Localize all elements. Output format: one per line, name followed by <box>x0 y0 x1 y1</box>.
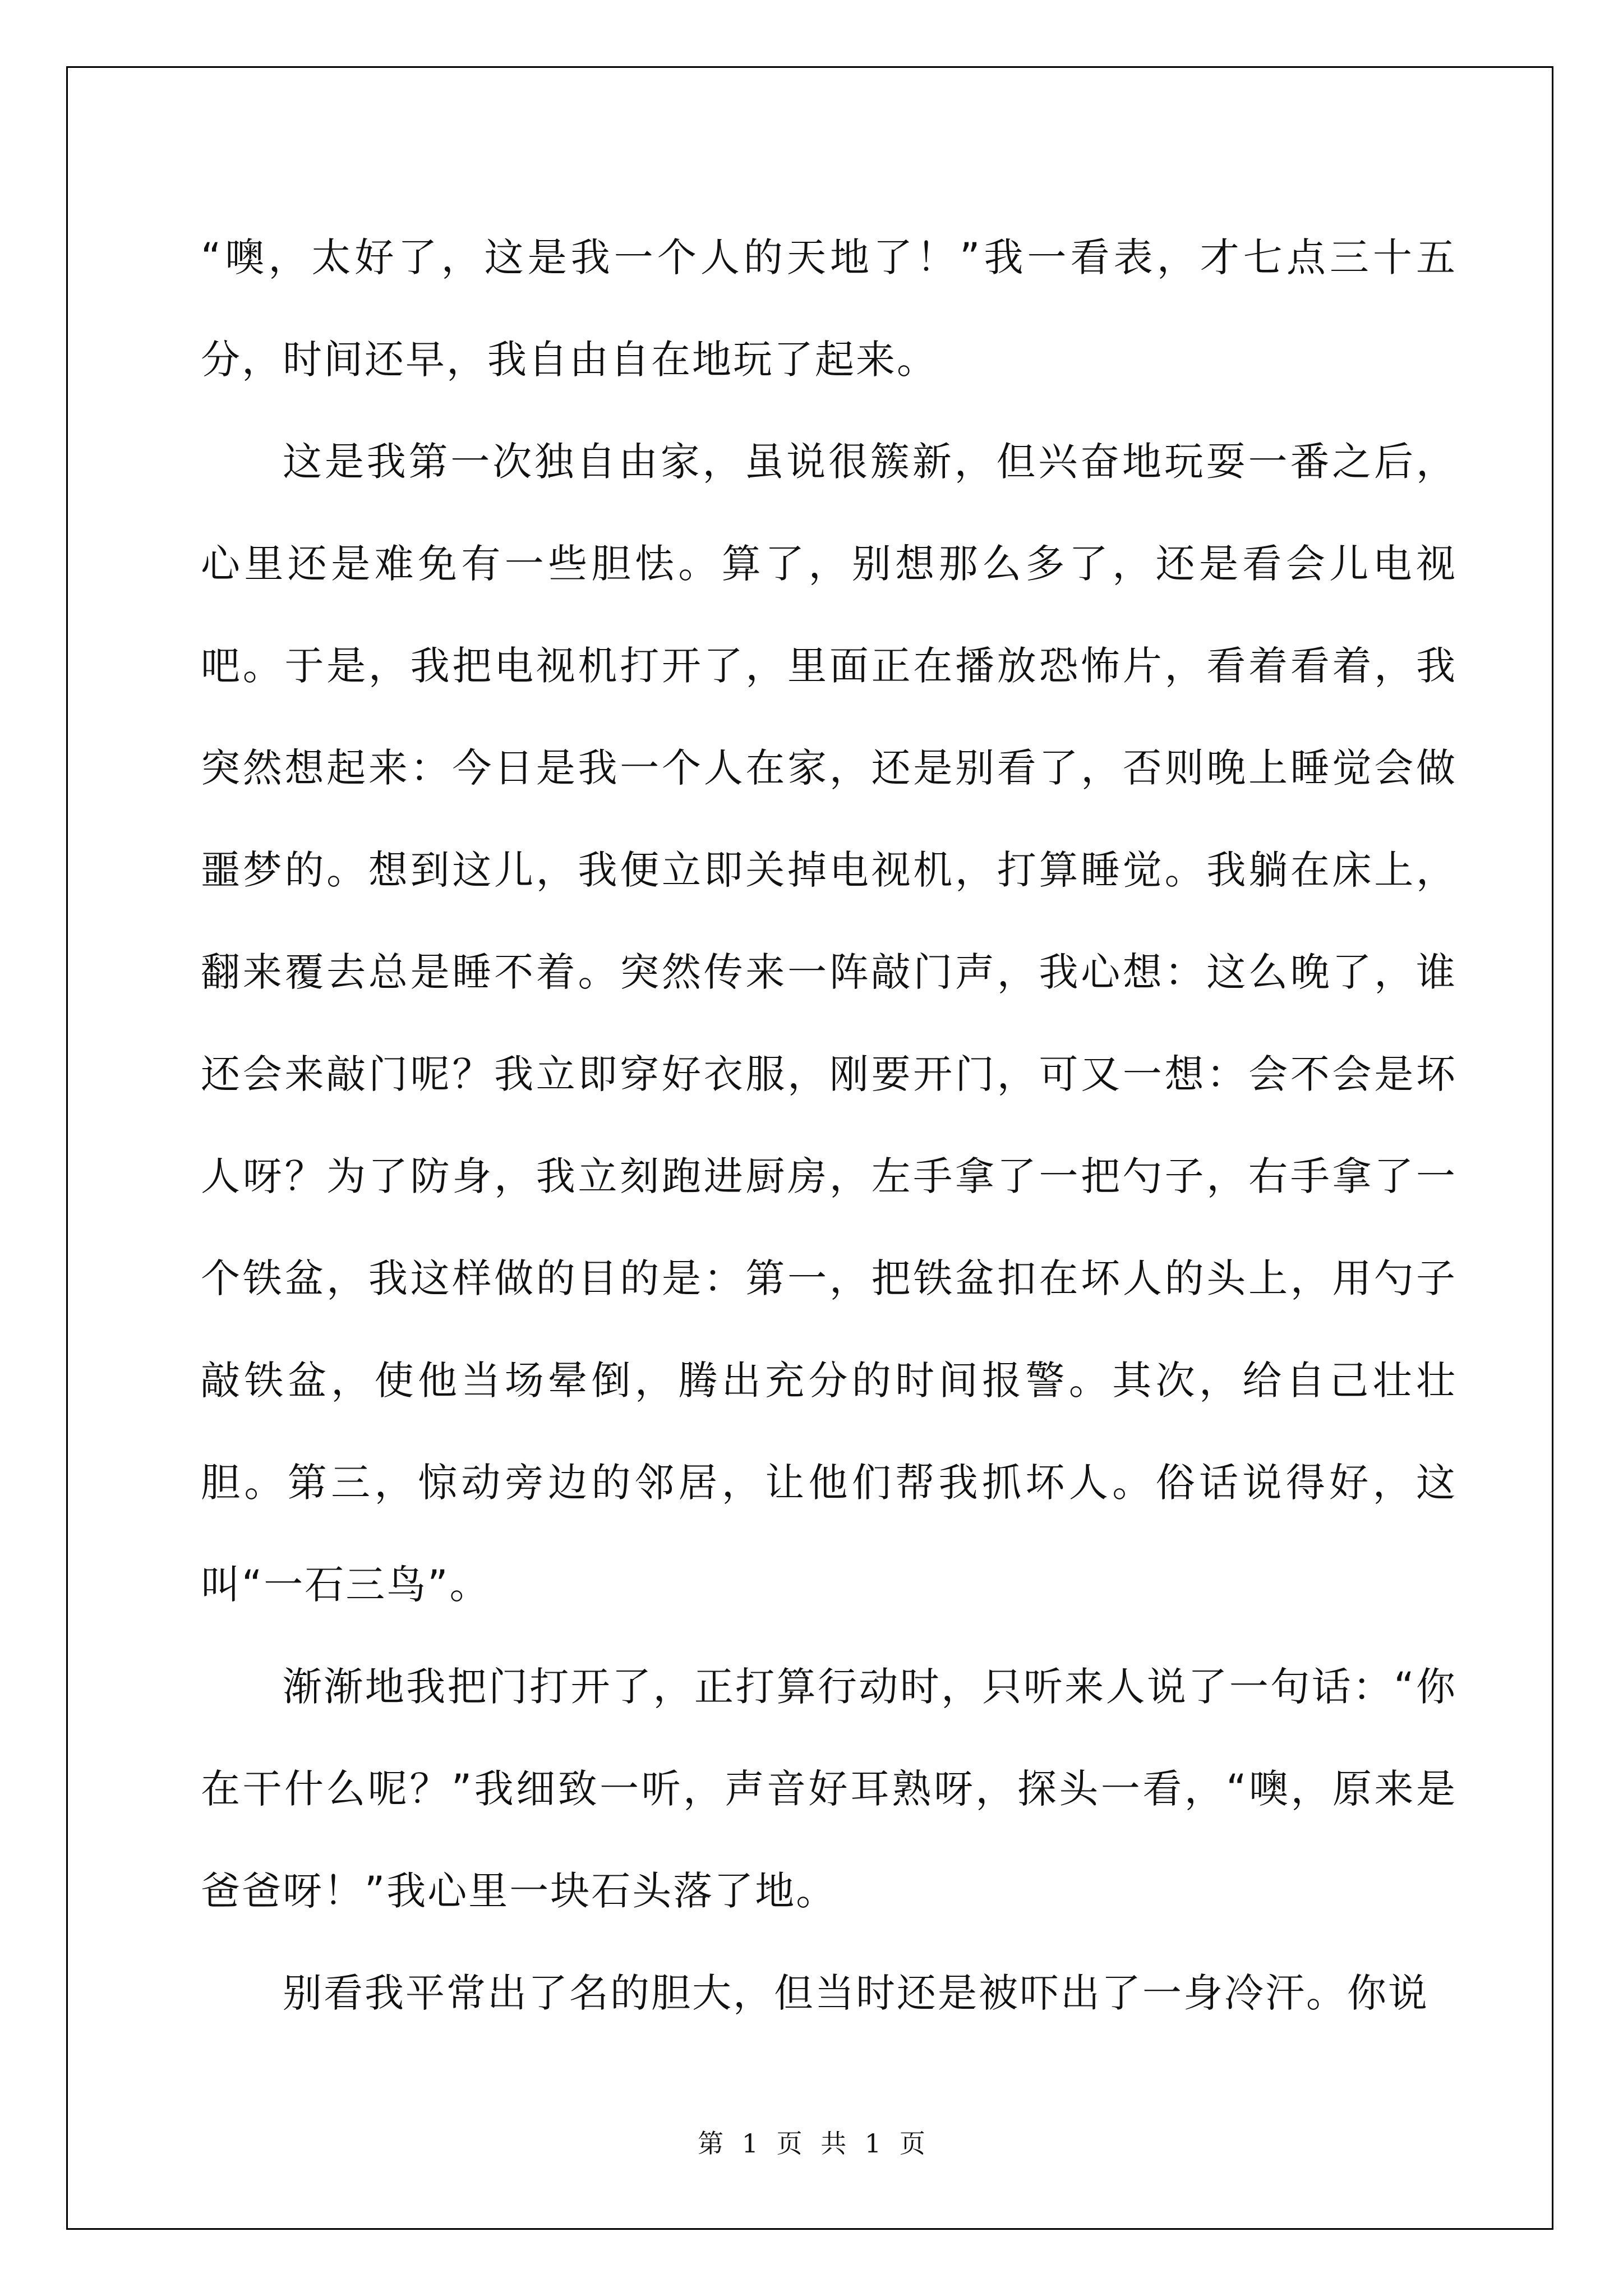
paragraph-2: 这是我第一次独自由家，虽说很簇新，但兴奋地玩耍一番之后，心里还是难免有一些胆怯。算了，别想那么多了，还是看会儿电视吧。于是，我把电视机打开了，里面正在播放恐怖片，看着看着，我突然想起来：今日是我一个人在家，还是别看了，否则晚上睡觉会做噩梦的。想到这儿，我便立即关掉电视机，打算睡觉。我躺在床上，翻来覆去总是睡不着。突然传来一阵敲门声，我心想：这么晚了，谁还会来敲门呢？我立即穿好衣服，刚要开门，可又一想：会不会是坏人呀？为了防身，我立刻跑进厨房，左手拿了一把勺子，右手拿了一个铁盆，我这样做的目的是：第一，把铁盆扣在坏人的头上，用勺子敲铁盆，使他当场晕倒，腾出充分的时间报警。其次，给自己壮壮胆。第三，惊动旁边的邻居，让他们帮我抓坏人。俗话说得好，这叫“一石三鸟”。 <box>201 439 1457 1608</box>
page-number-footer: 第 1 页 共 1 页 <box>698 2128 925 2159</box>
paragraph-3: 渐渐地我把门打开了，正打算行动时，只听来人说了一句话：“你在干什么呢？”我细致一听，声音好耳熟呀，探头一看，“噢，原来是爸爸呀！”我心里一块石头落了地。 <box>201 1664 1457 1914</box>
paragraph-4: 别看我平常出了名的胆大，但当时还是被吓出了一身冷汗。你说 <box>283 1970 1429 2016</box>
document-body <box>201 206 1457 2044</box>
paragraph-1: “噢，太好了，这是我一个人的天地了！”我一看表，才七点三十五分，时间还早，我自由自在地玩了起来。 <box>201 234 1457 383</box>
